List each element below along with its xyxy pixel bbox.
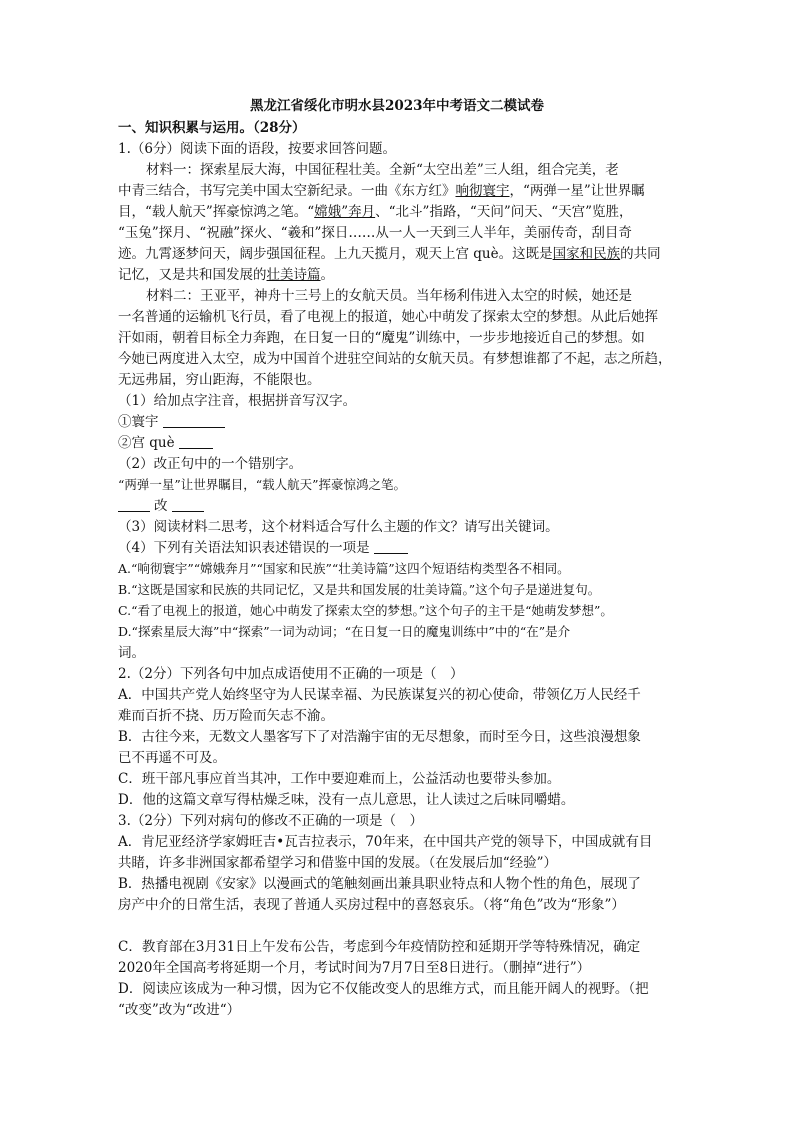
sub-question-2-answer: 改 (118, 496, 204, 516)
option-b: B.“这既是国家和民族的共同记忆，又是共和国发展的壮美诗篇。”这个句子是递进复句。 (118, 582, 601, 597)
answer-blank[interactable] (163, 413, 225, 428)
material-2-line: 今她已两度进入太空，成为中国首个进驻空间站的女航天员。有梦想谁都了不起，志之所趋， (118, 351, 672, 367)
option-a-cont: 难而百折不挠、历万险而矢志不渝。 (118, 708, 334, 724)
option-a-cont: 共睹，许多非洲国家都希望学习和借鉴中国的发展。（在发展后加“经验”） (118, 855, 558, 871)
option-d: D.“探索星辰大海”中“探索”一词为动词；“在日复一日的魔鬼训练中”中的“在”是介 (118, 624, 571, 639)
sub-question-4: （4）下列有关语法知识表述错误的一项是 (118, 538, 408, 558)
option-a: A.“响彻寰宇”“嫦娥奔月”“国家和民族”“壮美诗篇”这四个短语结构类型各不相同。 (118, 561, 570, 576)
sub-question-2: （2）改正句中的一个错别字。 (118, 456, 303, 472)
option-d-cont: 词。 (118, 645, 145, 661)
answer-blank[interactable] (118, 497, 150, 512)
underlined-phrase: 嫦娥”奔月 (314, 204, 376, 220)
option-d: D．他的这篇文章写得枯燥乏味，没有一点儿意思，让人读过之后味同嚼蜡。 (118, 792, 575, 808)
option-d-cont: “改变”改为“改进“） (118, 1002, 241, 1018)
material-2-line: 一名普通的运输机飞行员，看了电视上的报道，她心中萌发了探索太空的梦想。从此后她挥 (118, 309, 658, 325)
material-1-line: 中青三结合，书写完美中国太空新纪录。一曲《东方红》响彻寰宇，“两弹一星”让世界瞩 (118, 183, 645, 199)
question-1-stem: 1.（6分）阅读下面的语段，按要求回答问题。 (118, 141, 396, 157)
exam-title: 黑龙江省绥化市明水县2023年中考语文二模试卷 (249, 98, 545, 114)
sub-question-3: （3）阅读材料二思考，这个材料适合写什么主题的作文？请写出关键词。 (118, 519, 559, 535)
option-c-cont: 2020年全国高考将延期一个月，考试时间为7月7日至8日进行。（删掉“进行”） (118, 960, 591, 976)
option-a: A．肯尼亚经济学家姆旺吉•瓦吉拉表示，70年来，在中国共产党的领导下，中国成就有目 (118, 834, 653, 850)
answer-blank[interactable] (374, 539, 408, 554)
underlined-phrase: 响彻寰宇 (455, 183, 510, 199)
sub-question-1a: ①寰宇 (118, 412, 225, 432)
option-b: B．古往今来，无数文人墨客写下了对浩瀚宇宙的无尽想象，而时至今日，这些浪漫想象 (118, 729, 641, 745)
answer-blank[interactable] (172, 497, 204, 512)
material-1-line: “玉兔”探月、“祝融”探火、“羲和”探日……从一人一天到三人半年，美丽传奇，刮目奇 (118, 225, 632, 241)
option-b-cont: 已不再遥不可及。 (118, 750, 226, 766)
material-1-line: 记忆，又是共和国发展的壮美诗篇。 (118, 267, 334, 283)
option-b-cont: 房产中介的日常生活，表现了普通人买房过程中的喜怒哀乐。（将“角色”改为“形象”） (118, 897, 625, 913)
option-a: A．中国共产党人始终坚守为人民谋幸福、为民族谋复兴的初心使命，带领亿万人民经千 (118, 687, 641, 703)
option-c: C．班干部凡事应首当其冲，工作中要迎难而上，公益活动也要带头参加。 (118, 771, 561, 787)
option-c: C．教育部在3月31日上午发布公告，考虑到今年疫情防控和延期开学等特殊情况，确定 (118, 939, 641, 955)
material-2-line: 汗如雨，朝着目标全力奔跑，在日复一日的“魔鬼”训练中，一步步地接近自己的梦想。如 (118, 330, 645, 346)
material-1-line: 材料一：探索星辰大海，中国征程壮美。全新“太空出差”三人组，组合完美，老 (146, 162, 619, 178)
option-d: D．阅读应该成为一种习惯，因为它不仅能改变人的思维方式，而且能开阔人的视野。（把 (118, 981, 649, 997)
material-2-line: 材料二：王亚平，神舟十三号上的女航天员。当年杨利伟进入太空的时候，她还是 (146, 288, 632, 304)
sub-question-1: （1）给加点字注音，根据拼音写汉字。 (118, 393, 357, 409)
material-2-line: 无远弗届，穷山距海，不能限也。 (118, 372, 321, 388)
answer-blank[interactable] (179, 434, 213, 449)
material-1-line: 迹。九霄逐梦问天，阔步强国征程。上九天揽月，观天上宫 què。这既是国家和民族的共同 (118, 246, 661, 262)
option-c: C.“看了电视上的报道，她心中萌发了探索太空的梦想。”这个句子的主干是“她萌发梦想”。 (118, 603, 613, 618)
question-3-stem: 3.（2分）下列对病句的修改不正确的一项是（ ） (118, 813, 423, 829)
material-1-line: 目，“载人航天”挥豪惊鸿之笔。“嫦娥”奔月、“北斗”指路，“天问”问天、“天宫”览胜， (118, 204, 633, 220)
option-b: B．热播电视剧《安家》以漫画式的笔触刻画出兼具职业特点和人物个性的角色，展现了 (118, 876, 641, 892)
question-2-stem: 2.（2分）下列各句中加点成语使用不正确的一项是（ ） (118, 666, 464, 682)
underlined-phrase: 国家和民族 (552, 246, 621, 262)
sub-question-1b: ②宫 què (118, 433, 213, 453)
underlined-phrase: 壮美诗篇 (266, 267, 321, 283)
sub-question-2-sentence: “两弹一星”让世界瞩目，“载人航天”挥豪惊鸿之笔。 (118, 477, 407, 492)
section-heading: 一、知识积累与运用。（28分） (118, 120, 306, 136)
